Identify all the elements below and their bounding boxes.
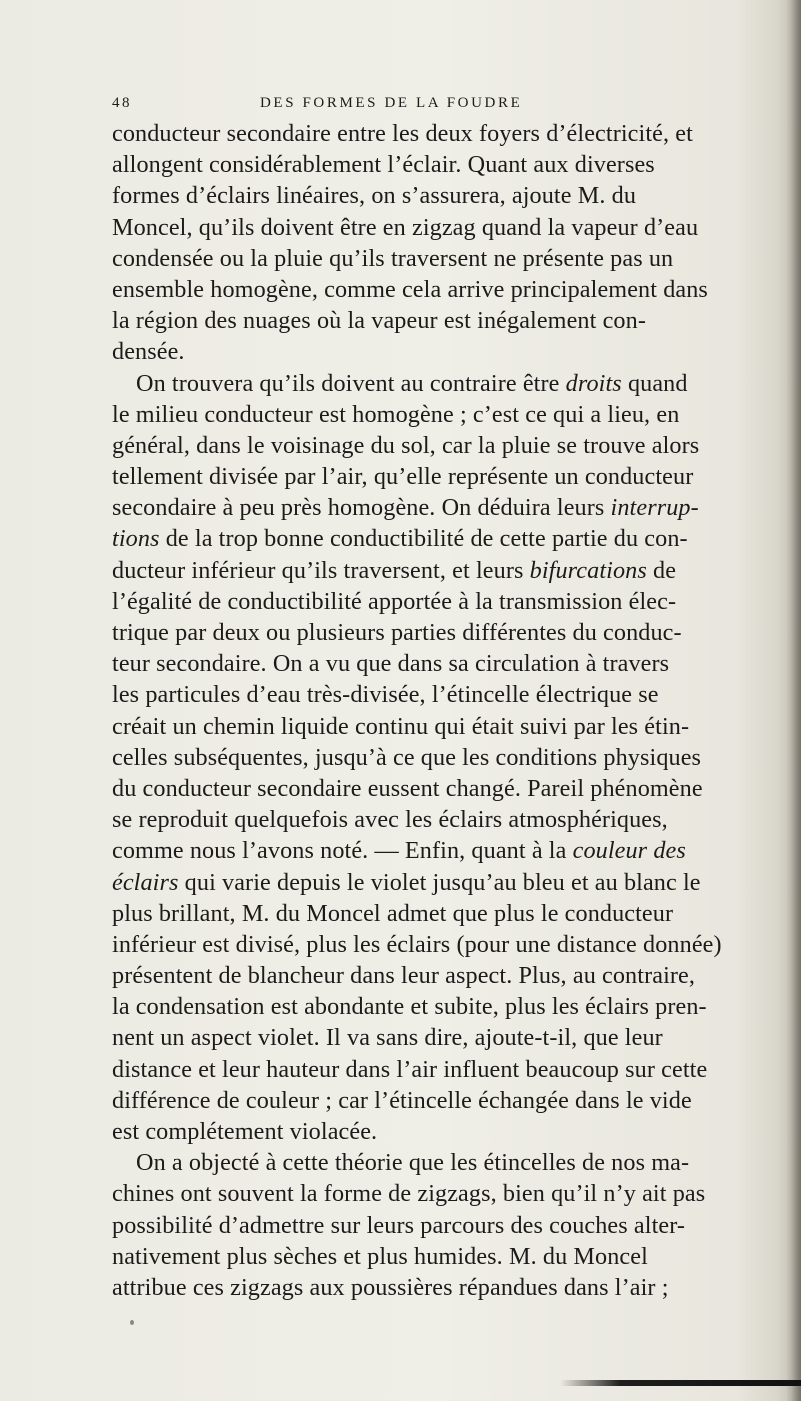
text-span: formes d’éclairs linéaires, on s’assurera, ajoute M. du bbox=[112, 182, 637, 210]
page-edge-shadow bbox=[785, 0, 801, 1401]
italic-text: éclairs bbox=[112, 868, 179, 896]
text-span: plus brillant, M. du Moncel admet que plus le conducteur bbox=[112, 899, 674, 927]
text-line bbox=[112, 1241, 784, 1272]
text-line bbox=[112, 617, 784, 648]
text-line bbox=[112, 898, 784, 929]
text-line bbox=[112, 274, 784, 305]
text-span: Moncel, qu’ils doivent être en zigzag quand la vapeur d’eau bbox=[112, 213, 699, 241]
text-span: général, dans le voisinage du sol, car la pluie se trouve alors bbox=[112, 431, 700, 459]
text-line bbox=[112, 586, 784, 617]
text-span: la condensation est abondante et subite, plus les éclairs pren- bbox=[112, 993, 707, 1021]
text-line bbox=[112, 461, 784, 492]
text-line bbox=[112, 149, 784, 180]
text-span: les particules d’eau très-divisée, l’étincelle électrique se bbox=[112, 681, 659, 709]
text-line bbox=[112, 960, 784, 991]
text-span: est complétement violacée. bbox=[112, 1118, 378, 1145]
text-line bbox=[112, 1116, 784, 1147]
text-line bbox=[112, 804, 784, 835]
text-span: attribue ces zigzags aux poussières répandues dans l’air ; bbox=[112, 1273, 669, 1301]
text-span: On trouvera qu’ils doivent au contraire être bbox=[136, 369, 566, 397]
body-text bbox=[112, 118, 784, 1303]
text-span: distance et leur hauteur dans l’air influent beaucoup sur cette bbox=[112, 1055, 708, 1083]
text-span: du conducteur secondaire eussent changé. Pareil phénomène bbox=[112, 774, 703, 802]
text-span: de la trop bonne conductibilité de cette partie du con- bbox=[159, 525, 688, 553]
page-number: 48 bbox=[112, 95, 132, 111]
text-span: nativement plus sèches et plus humides. M. du Moncel bbox=[112, 1242, 648, 1270]
italic-text: tions bbox=[112, 525, 160, 553]
text-line bbox=[112, 1022, 784, 1053]
text-span: créait un chemin liquide continu qui était suivi par les étin- bbox=[112, 712, 690, 740]
text-line bbox=[112, 212, 784, 243]
text-span: ducteur inférieur qu’ils traversent, et leurs bbox=[112, 556, 530, 584]
text-span: quand bbox=[621, 369, 688, 397]
text-span: qui varie depuis le violet jusqu’au bleu et au blanc le bbox=[178, 868, 701, 896]
text-span: de bbox=[646, 556, 677, 584]
text-line bbox=[112, 180, 784, 211]
text-line bbox=[112, 555, 784, 586]
text-line bbox=[112, 336, 784, 367]
text-span: inférieur est divisé, plus les éclairs (pour une distance donnée) bbox=[112, 930, 722, 958]
text-span: nent un aspect violet. Il va sans dire, ajoute-t-il, que leur bbox=[112, 1024, 663, 1052]
text-span: conducteur secondaire entre les deux foyers d’électricité, et bbox=[112, 120, 693, 147]
text-span: présentent de blancheur dans leur aspect. Plus, au contraire, bbox=[112, 962, 696, 990]
text-line bbox=[112, 742, 784, 773]
text-span: l’égalité de conductibilité apportée à la transmission élec- bbox=[112, 587, 677, 615]
text-line bbox=[112, 1147, 784, 1178]
text-line bbox=[112, 118, 784, 149]
text-span: secondaire à peu près homogène. On déduira leurs bbox=[112, 494, 611, 522]
text-line bbox=[112, 1054, 784, 1085]
text-span: celles subséquentes, jusqu’à ce que les conditions physiques bbox=[112, 743, 702, 771]
text-span: trique par deux ou plusieurs parties différentes du conduc- bbox=[112, 619, 682, 646]
text-line bbox=[112, 492, 784, 523]
text-span: se reproduit quelquefois avec les éclairs atmosphériques, bbox=[112, 806, 668, 834]
text-line bbox=[112, 929, 784, 960]
text-line bbox=[112, 1178, 784, 1209]
text-span: la région des nuages où la vapeur est inégalement con- bbox=[112, 307, 646, 335]
italic-text: interrup- bbox=[610, 494, 699, 522]
text-span: possibilité d’admettre sur leurs parcours des couches alter- bbox=[112, 1211, 686, 1239]
text-line bbox=[112, 711, 784, 742]
text-line bbox=[112, 399, 784, 430]
text-line bbox=[112, 523, 784, 554]
italic-text: droits bbox=[565, 369, 622, 397]
text-line bbox=[112, 243, 784, 274]
text-line bbox=[112, 430, 784, 461]
text-line bbox=[112, 368, 784, 399]
text-line bbox=[112, 1085, 784, 1116]
italic-text: bifurcations bbox=[529, 556, 647, 584]
text-span: condensée ou la pluie qu’ils traversent ne présente pas un bbox=[112, 244, 674, 272]
text-line bbox=[112, 991, 784, 1022]
text-line bbox=[112, 773, 784, 804]
italic-text: couleur des bbox=[572, 837, 686, 865]
text-line bbox=[112, 835, 784, 866]
text-span: teur secondaire. On a vu que dans sa circulation à travers bbox=[112, 650, 670, 678]
text-line bbox=[112, 867, 784, 898]
text-span: On a objecté à cette théorie que les étincelles de nos ma- bbox=[136, 1149, 690, 1177]
text-span: différence de couleur ; car l’étincelle échangée dans le vide bbox=[112, 1086, 692, 1114]
text-line bbox=[112, 648, 784, 679]
text-line bbox=[112, 1210, 784, 1241]
running-title: DES FORMES DE LA FOUDRE bbox=[260, 95, 523, 111]
ink-speck bbox=[130, 1320, 134, 1325]
text-span: ensemble homogène, comme cela arrive principalement dans bbox=[112, 275, 708, 303]
text-span: comme nous l’avons noté. — Enfin, quant à la bbox=[112, 837, 573, 865]
text-span: chines ont souvent la forme de zigzags, bien qu’il n’y ait pas bbox=[112, 1180, 706, 1208]
bottom-edge-rule bbox=[560, 1380, 801, 1386]
text-span: le milieu conducteur est homogène ; c’est ce qui a lieu, en bbox=[112, 400, 680, 428]
text-span: densée. bbox=[112, 338, 185, 366]
text-line bbox=[112, 305, 784, 336]
text-line bbox=[112, 679, 784, 710]
text-span: tellement divisée par l’air, qu’elle représente un conducteur bbox=[112, 463, 694, 491]
text-line bbox=[112, 1272, 784, 1303]
text-span: allongent considérablement l’éclair. Quant aux diverses bbox=[112, 151, 655, 179]
running-head bbox=[112, 95, 714, 119]
